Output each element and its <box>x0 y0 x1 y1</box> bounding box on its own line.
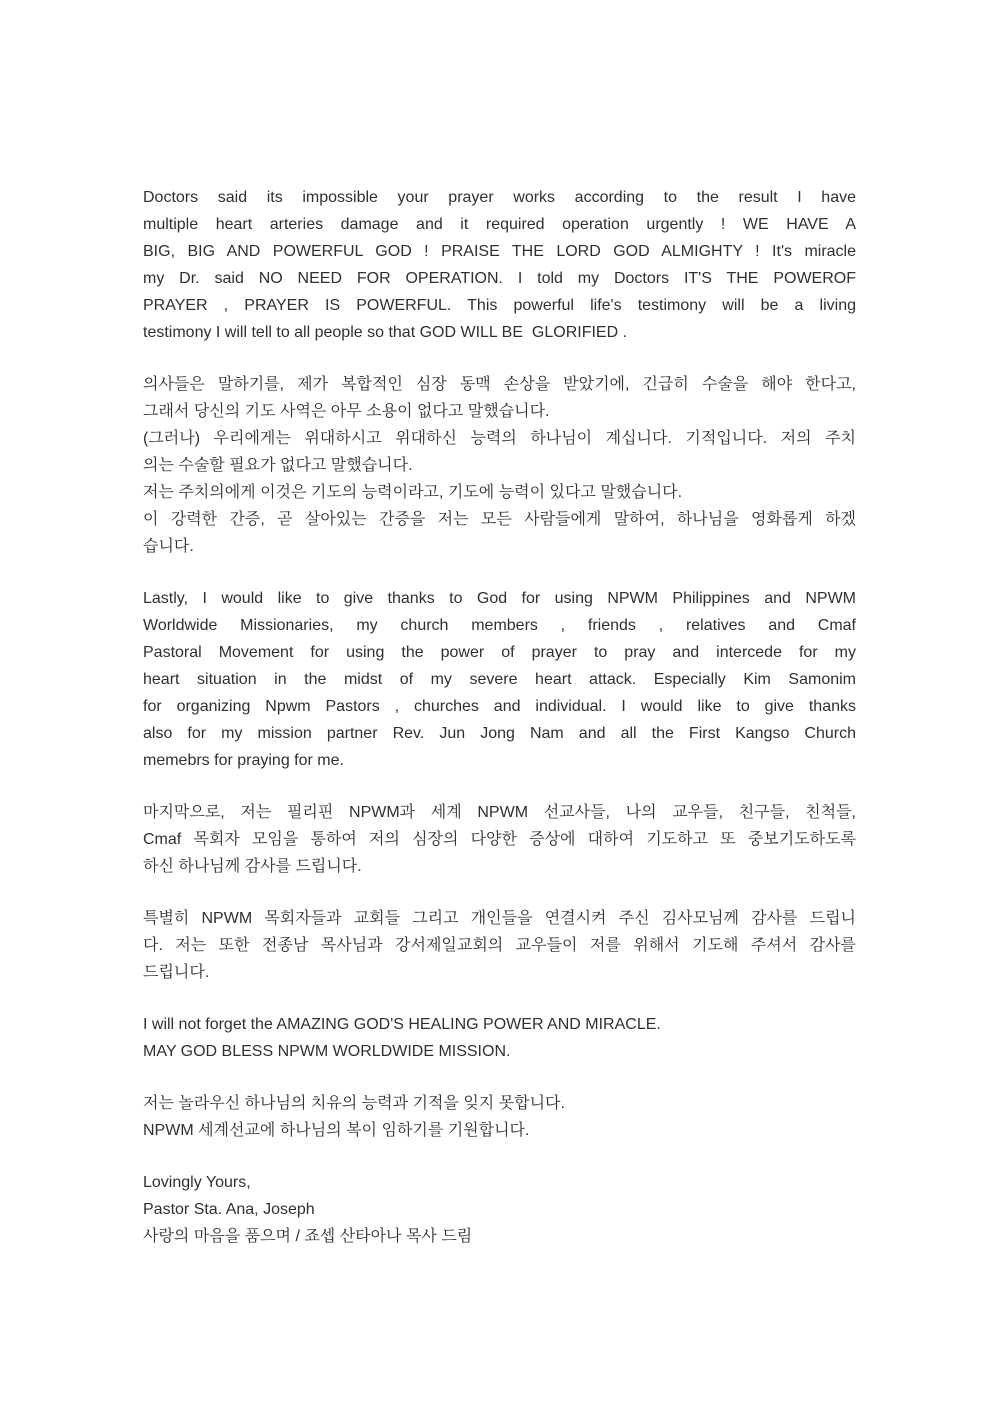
text-line: 습니다. <box>143 538 194 555</box>
text-line: Lastly, I would like to give thanks to God for using NPWM Philippines and NPWM <box>143 590 856 607</box>
paragraph-korean-testimony <box>143 371 856 560</box>
text-line: 저는 주치의에게 이것은 기도의 능력이라고, 기도에 능력이 있다고 말했습니다. <box>143 484 683 501</box>
text-line: memebrs for praying for me. <box>143 752 344 769</box>
text-line: Doctors said its impossible your prayer works according to the result I have <box>143 189 856 206</box>
text-line: 특별히 NPWM 목회자들과 교회들 그리고 개인들을 연결시켜 주신 김사모님께 감사를 드립니 <box>143 910 856 927</box>
text-line: 드립니다. <box>143 964 210 981</box>
text-line: Pastoral Movement for using the power of prayer to pray and intercede for my <box>143 644 856 661</box>
text-line: 이 강력한 간증, 곧 살아있는 간증을 저는 모든 사람들에게 말하여, 하나님을 영화롭게 하겠 <box>143 511 856 528</box>
text-line: multiple heart arteries damage and it required operation urgently ! WE HAVE A <box>143 216 856 233</box>
text-line: 마지막으로, 저는 필리핀 NPWM과 세계 NPWM 선교사들, 나의 교우들, 친구들, 친척들, <box>143 804 856 821</box>
text-line: (그러나) 우리에게는 위대하시고 위대하신 능력의 하나님이 계십니다. 기적입니다. 저의 주치 <box>143 430 856 447</box>
paragraph-english-praise <box>143 1011 856 1065</box>
text-line: 사랑의 마음을 품으며 / 죠셉 산타아나 목사 드림 <box>143 1228 473 1245</box>
paragraph-signature <box>143 1169 856 1250</box>
text-line: MAY GOD BLESS NPWM WORLDWIDE MISSION. <box>143 1043 511 1060</box>
text-line: Lovingly Yours, <box>143 1174 251 1191</box>
letter-body <box>143 184 856 1250</box>
text-line: BIG, BIG AND POWERFUL GOD ! PRAISE THE LORD GOD ALMIGHTY ! It's miracle <box>143 243 856 260</box>
paragraph-english-thanks <box>143 585 856 774</box>
text-line: Cmaf 목회자 모임을 통하여 저의 심장의 다양한 증상에 대하여 기도하고 또 중보기도하도록 <box>143 831 856 848</box>
text-line: PRAYER , PRAYER IS POWERFUL. This powerful life's testimony will be a living <box>143 297 856 314</box>
text-line: also for my mission partner Rev. Jun Jong Nam and all the First Kangso Church <box>143 725 856 742</box>
paragraph-korean-special-thanks <box>143 905 856 986</box>
text-line: for organizing Npwm Pastors , churches and individual. I would like to give thanks <box>143 698 856 715</box>
paragraph-english-testimony <box>143 184 856 346</box>
text-line: Pastor Sta. Ana, Joseph <box>143 1201 315 1218</box>
text-line: my Dr. said NO NEED FOR OPERATION. I told my Doctors IT'S THE POWEROF <box>143 270 856 287</box>
text-line: 하신 하나님께 감사를 드립니다. <box>143 858 362 875</box>
text-line: NPWM 세계선교에 하나님의 복이 임하기를 기원합니다. <box>143 1122 530 1139</box>
text-line: testimony I will tell to all people so that GOD WILL BE GLORIFIED . <box>143 324 628 341</box>
paragraph-korean-praise <box>143 1090 856 1144</box>
text-line: 다. 저는 또한 전종남 목사님과 강서제일교회의 교우들이 저를 위해서 기도해 주셔서 감사를 <box>143 937 856 954</box>
text-line: I will not forget the AMAZING GOD'S HEALING POWER AND MIRACLE. <box>143 1016 661 1033</box>
text-line: Worldwide Missionaries, my church members , friends , relatives and Cmaf <box>143 617 856 634</box>
text-line: 저는 놀라우신 하나님의 치유의 능력과 기적을 잊지 못합니다. <box>143 1095 565 1112</box>
text-line: 의사들은 말하기를, 제가 복합적인 심장 동맥 손상을 받았기에, 긴급히 수술을 해야 한다고, <box>143 376 856 393</box>
text-line: 그래서 당신의 기도 사역은 아무 소용이 없다고 말했습니다. <box>143 403 550 420</box>
text-line: 의는 수술할 필요가 없다고 말했습니다. <box>143 457 413 474</box>
text-line: heart situation in the midst of my severe heart attack. Especially Kim Samonim <box>143 671 856 688</box>
paragraph-korean-thanks <box>143 799 856 880</box>
